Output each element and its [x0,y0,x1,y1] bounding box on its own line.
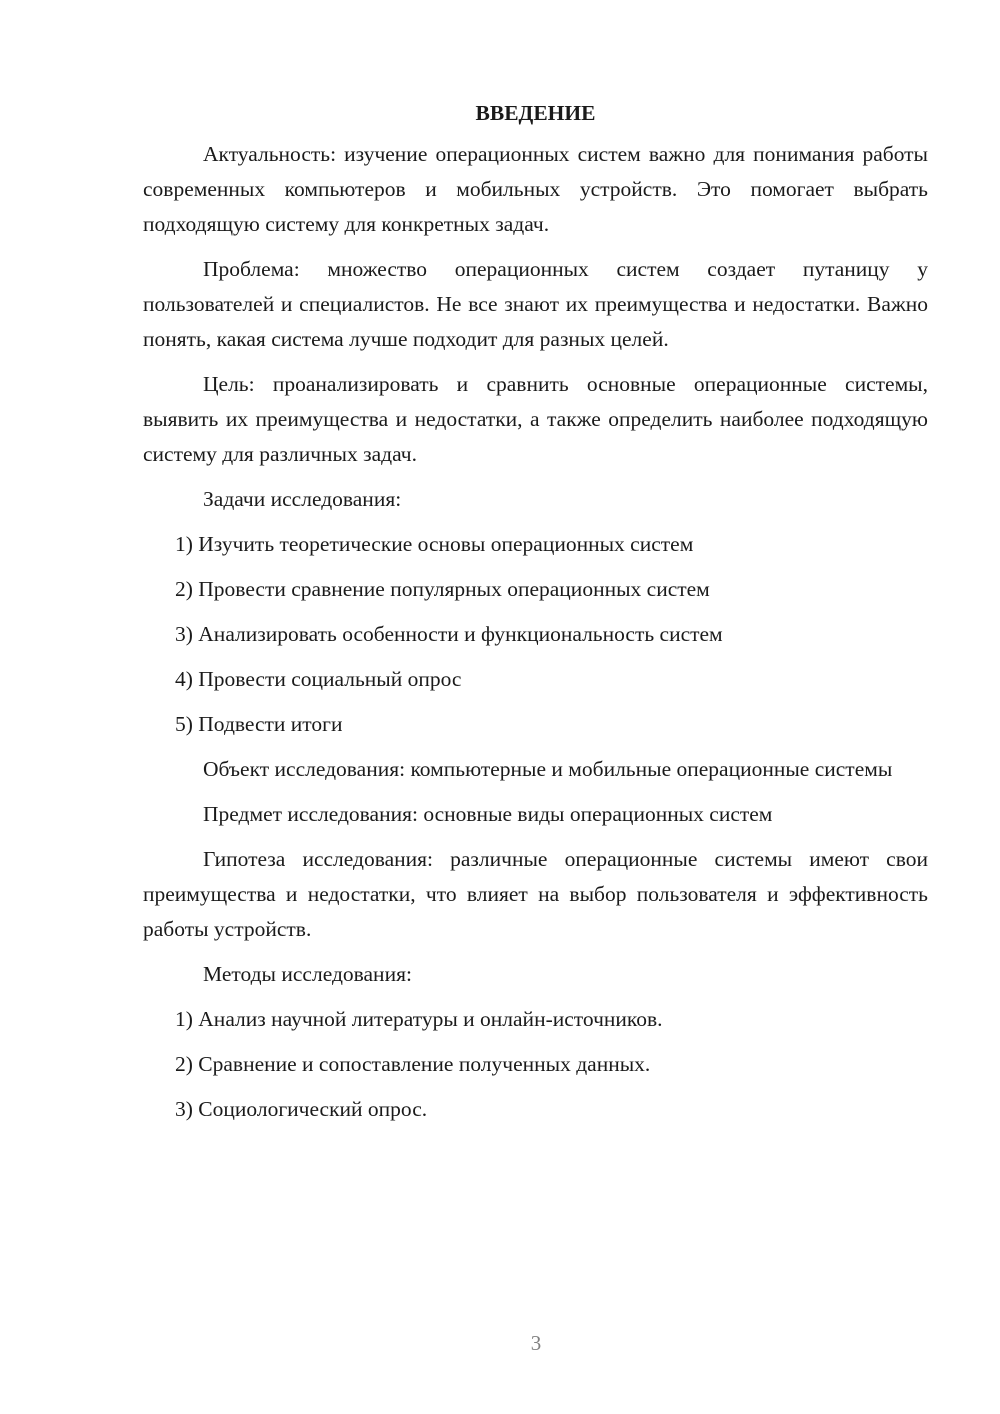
task-item-3: 3) Анализировать особенности и функциональность систем [175,622,723,646]
tasks-heading: Задачи исследования: [203,487,402,511]
method-item-3: 3) Социологический опрос. [175,1097,428,1121]
paragraph-relevance: Актуальность: изучение операционных систем важно для понимания работы современных компьютеров и мобильных устройств. Это помогает выбрать подходящую систему для конкретных задач. [143,142,928,236]
page-title: ВВЕДЕНИЕ [475,101,596,125]
task-item-5: 5) Подвести итоги [175,712,343,736]
page-content [143,96,928,1137]
paragraph-hypothesis: Гипотеза исследования: различные операционные системы имеют свои преимущества и недостатки, что влияет на выбор пользователя и эффективность работы устройств. [143,847,928,941]
paragraph-goal: Цель: проанализировать и сравнить основные операционные системы, выявить их преимущества и недостатки, а также определить наиболее подходящую систему для различных задач. [143,372,928,466]
paragraph-problem: Проблема: множество операционных систем создает путаницу у пользователей и специалистов. Не все знают их преимущества и недостатки. Важно понять, какая система лучше подходит для разных целей. [143,257,928,351]
method-item-2: 2) Сравнение и сопоставление полученных данных. [175,1052,651,1076]
methods-heading: Методы исследования: [203,962,412,986]
paragraph-subject: Предмет исследования: основные виды операционных систем [203,802,773,826]
task-item-4: 4) Провести социальный опрос [175,667,462,691]
paragraph-object: Объект исследования: компьютерные и мобильные операционные системы [203,757,893,781]
page-number: 3 [530,1331,542,1355]
method-item-1: 1) Анализ научной литературы и онлайн-источников. [175,1007,663,1031]
task-item-1: 1) Изучить теоретические основы операционных систем [175,532,694,556]
task-item-2: 2) Провести сравнение популярных операционных систем [175,577,710,601]
